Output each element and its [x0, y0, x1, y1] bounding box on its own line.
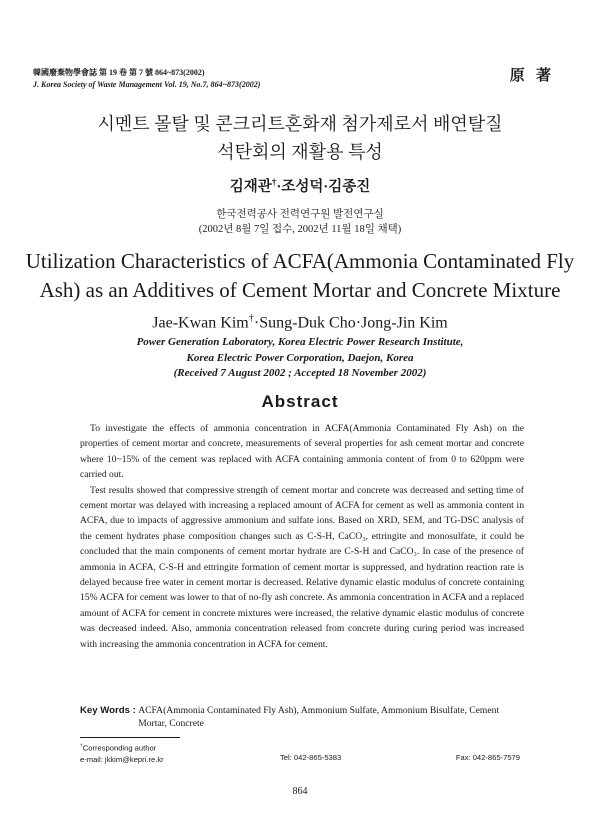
korean-authors-rest: ·조성덕·김종진	[276, 179, 371, 195]
footnote	[80, 741, 520, 765]
corresponding-author-label: Corresponding author	[82, 743, 157, 753]
korean-title	[0, 110, 600, 166]
abstract-body	[80, 421, 524, 652]
korean-author-1: 김재관	[229, 179, 272, 195]
english-title-line2: Ash) as an Additives of Cement Mortar and Concrete Mixture	[39, 278, 561, 302]
korean-title-line2: 석탄회의 재활용 특성	[217, 142, 383, 162]
english-authors-rest: ·Sung-Duk Cho·Jong-Jin Kim	[253, 314, 448, 332]
page-number: 864	[292, 786, 308, 797]
article-type-label: 原 著	[509, 66, 554, 84]
english-affiliation-line1: Power Generation Laboratory, Korea Electric Power Research Institute,	[136, 336, 464, 348]
footnote-email: e-mail: jkkim@kepri.re.kr	[80, 754, 164, 764]
journal-line-korean: 韓國廢棄物學會誌 第 19 卷 第 7 號 864~873(2002)	[33, 68, 205, 77]
english-authors	[0, 313, 600, 332]
dagger-mark-english: †	[248, 313, 254, 324]
footnote-fax: Fax: 042-865-7579	[455, 753, 520, 762]
keywords-value: ACFA(Ammonia Contaminated Fly Ash), Ammonium Sulfate, Ammonium Bisulfate, Cement Mortar, Concrete	[138, 705, 500, 729]
english-title-line1: Utilization Characteristics of ACFA(Ammonia Contaminated Fly	[25, 249, 575, 273]
english-title	[0, 247, 600, 305]
footnote-dagger: †	[80, 744, 83, 749]
footnote-divider	[80, 737, 180, 738]
dagger-mark: †	[271, 178, 277, 189]
keywords	[80, 704, 524, 730]
korean-affiliation	[0, 207, 600, 237]
english-received-dates: (Received 7 August 2002 ; Accepted 18 November 2002)	[173, 367, 427, 379]
abstract-heading: Abstract	[261, 392, 339, 411]
abstract-paragraph-1: To investigate the effects of ammonia concentration in ACFA(Ammonia Contaminated Fly Ash) on the properties of cement mortar and concrete, measurements of several properties for ash cement mortar and concrete where 10~15% of the cement was replaced with ACFA containing ammonia content of from 0 to 620ppm were carried out.	[80, 423, 524, 481]
korean-title-line1: 시멘트 몰탈 및 콘크리트혼화재 첨가제로서 배연탈질	[97, 114, 503, 134]
abstract-paragraph-2: Test results showed that compressive strength of cement mortar and concrete was decreased and setting time of cement mortar was delayed with increasing a replaced amount of ACFA for cement as well as ammonia content in ACFA, due to impacts of aggressive ammonium and sulfate ions. Based on XRD, SEM, and TG-DSC analysis of the cement hydrates phase composition changes such as C-S-H, CaCO₃, ettringite and monosulfate, it could be concluded that the main components of cement mortar hydrate are C-S-H and CaCO₃. In case of the presence of ammonia in ACFA, C-S-H and ettringite formation of cement mortar is suppressed, and hydration reaction rate is delayed because free water in cement mortar is decreased. Relative dynamic elastic modulus of concrete containing 15% ACFA for cement was lower to that of no-fly ash concrete. As ammonia concentration in ACFA and a replaced amount of ACFA for cement in concrete mixtures were increased, the relative dynamic elastic modulus of concrete was decreased indeed. Also, ammonia concentration released from concrete during curing period was increased with increasing the ammonia concentration in ACFA for cement.	[80, 484, 524, 650]
keywords-label: Key Words :	[80, 705, 136, 716]
korean-authors	[0, 175, 600, 196]
journal-header	[33, 67, 260, 91]
korean-dates: (2002년 8월 7일 접수, 2002년 11월 18일 채택)	[198, 224, 402, 235]
journal-line-english: J. Korea Society of Waste Management Vol. 19, No.7, 864~873(2002)	[33, 80, 261, 89]
english-affiliation-line2: Korea Electric Power Corporation, Daejon, Korea	[186, 351, 414, 364]
korean-affiliation-line: 한국전력공사 전력연구원 발전연구실	[216, 209, 384, 220]
english-affiliation	[0, 335, 600, 382]
english-author-1: Jae-Kwan Kim	[152, 314, 249, 332]
footnote-tel: Tel: 042-865-5383	[280, 753, 342, 762]
